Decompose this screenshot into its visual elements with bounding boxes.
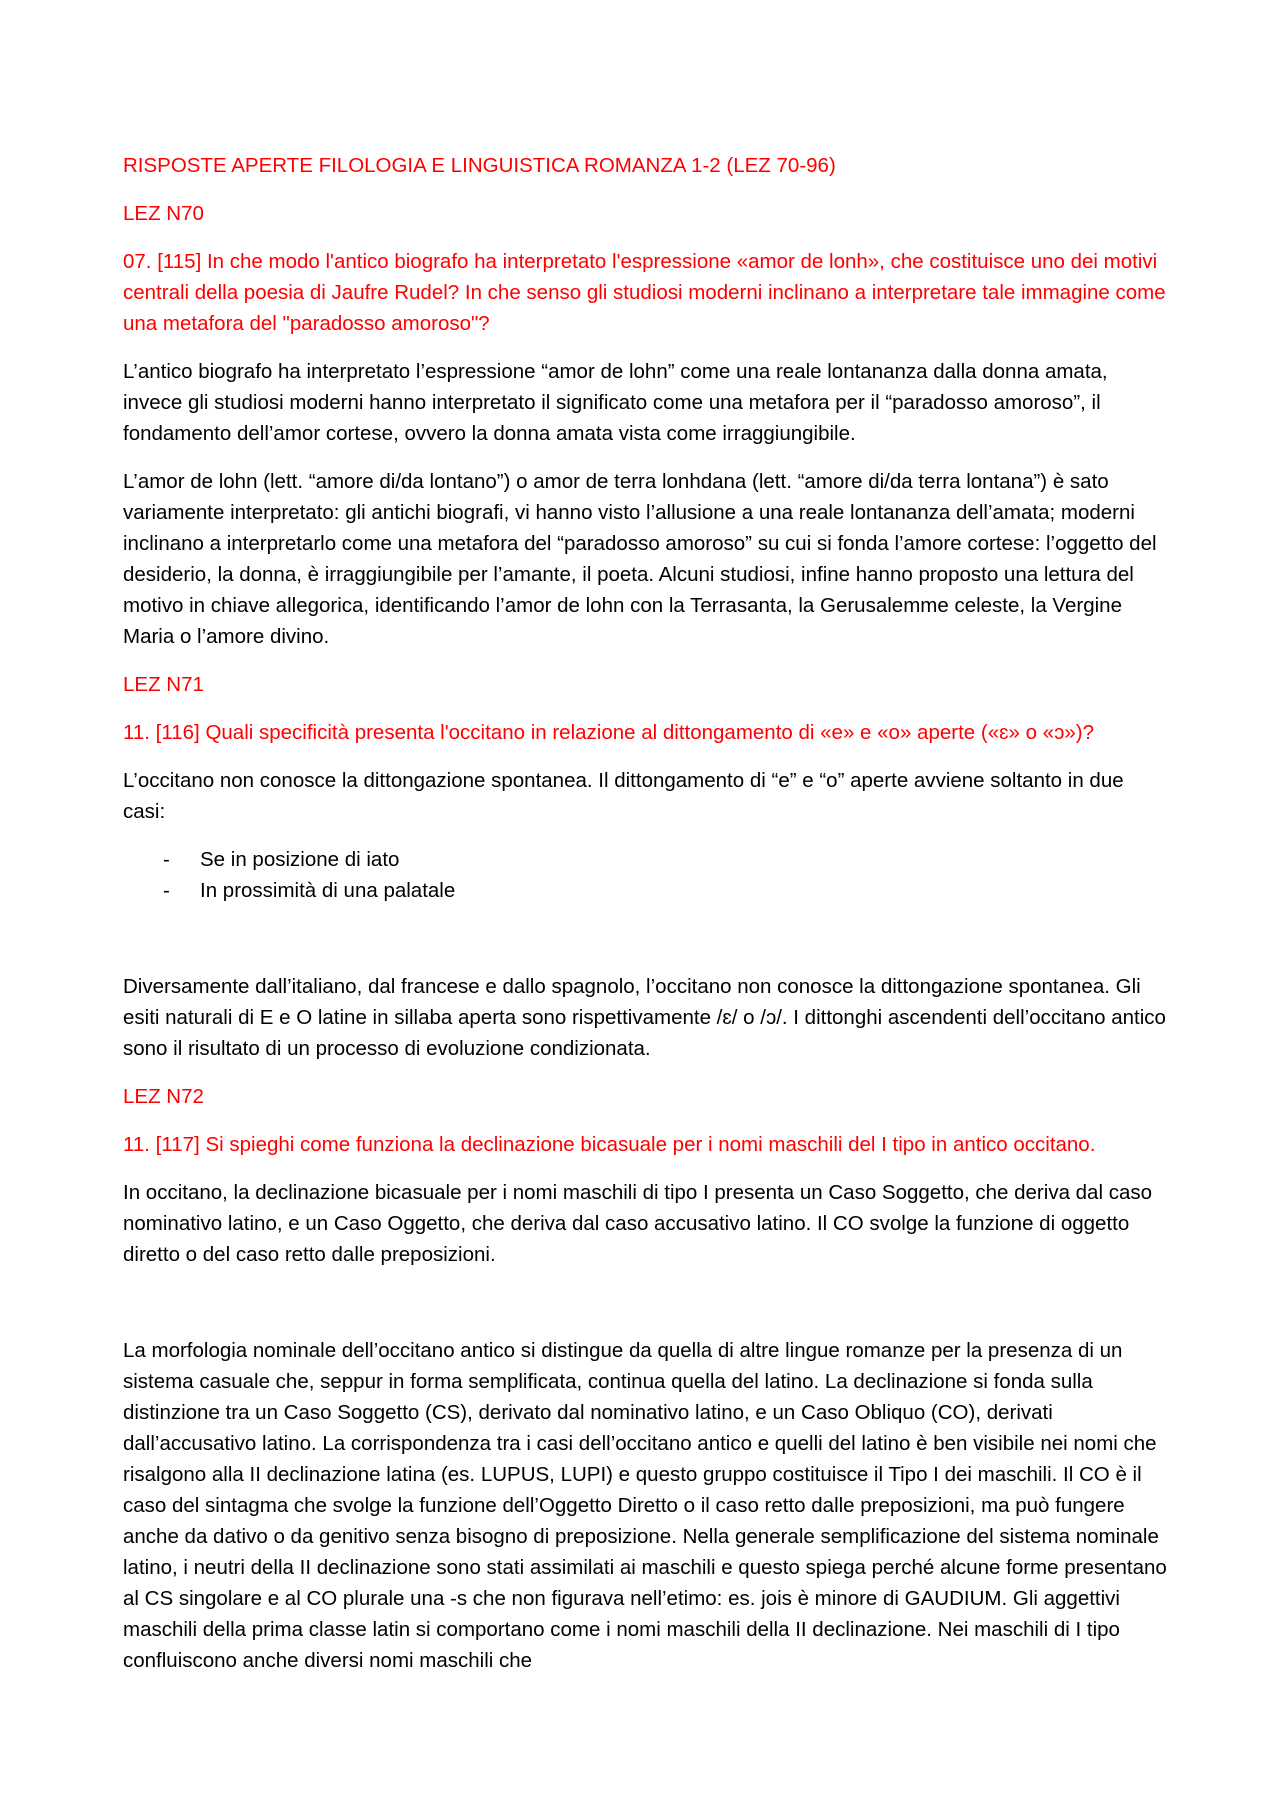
question-72: 11. [117] Si spieghi come funziona la declinazione bicasuale per i nomi maschili del I tipo in antico occitano. <box>123 1133 1096 1156</box>
question-70: 07. [115] In che modo l'antico biografo ha interpretato l'espressione «amor de lonh», che costituisce uno dei motivi centrali della poesia di Jaufre Rudel? In che senso gli studiosi moderni inclinano a interpretare tale immagine come una metafora del "paradosso amoroso"? <box>123 250 1166 335</box>
lesson-heading-70: LEZ N70 <box>123 202 204 225</box>
answer-70-long: L’amor de lohn (lett. “amore di/da lontano”) o amor de terra lonhdana (lett. “amore di/da terra lontana”) è sato variamente interpretato: gli antichi biografi, vi hanno visto l’allusione a una reale lontananza dell’amata; moderni inclinano a interpretarlo come una metafora del “paradosso amoroso” su cui si fonda l’amore cortese: l’oggetto del desiderio, la donna, è irraggiungibile per l’amante, il poeta. Alcuni studiosi, infine hanno proposto una lettura del motivo in chiave allegorica, identificando l’amor de lohn con la Terrasanta, la Gerusalemme celeste, la Vergine Maria o l’amore divino. <box>123 470 1157 648</box>
answer-71-long: Diversamente dall’italiano, dal francese e dallo spagnolo, l’occitano non conosce la dittongazione spontanea. Gli esiti naturali di E e O latine in sillaba aperta sono rispettivamente /ɛ/ o /ɔ/. I dittonghi ascendenti dell’occitano antico sono il risultato di un processo di evoluzione condizionata. <box>123 975 1166 1060</box>
answer-70-short: L’antico biografo ha interpretato l’espressione “amor de lohn” come una reale lontananza dalla donna amata, invece gli studiosi moderni hanno interpretato il significato come una metafora per il “paradosso amoroso”, il fondamento dell’amor cortese, ovvero la donna amata vista come irraggiungibile. <box>123 360 1108 445</box>
answer-72-long: La morfologia nominale dell’occitano antico si distingue da quella di altre lingue romanze per la presenza di un sistema casuale che, seppur in forma semplificata, continua quella del latino. La declinazione si fonda sulla distinzione tra un Caso Soggetto (CS), derivato dal nominativo latino, e un Caso Obliquo (CO), derivati dall’accusativo latino. La corrispondenza tra i casi dell’occitano antico e quelli del latino è ben visibile nei nomi che risalgono alla II declinazione latina (es. LUPUS, LUPI) e questo gruppo costituisce il Tipo I dei maschili. Il CO è il caso del sintagma che svolge la funzione dell’Oggetto Diretto o il caso retto dalle preposizioni, ma può fungere anche da dativo o da genitivo senza bisogno di preposizione. Nella generale semplificazione del sistema nominale latino, i neutri della II declinazione sono stati assimilati ai maschili e questo spiega perché alcune forme presentano al CS singolare e al CO plurale una -s che non figurava nell’etimo: es. jois è minore di GAUDIUM. Gli aggettivi maschili della prima classe latin si comportano come i nomi maschili della II declinazione. Nei maschili di I tipo confluiscono anche diversi nomi maschili che <box>123 1339 1167 1672</box>
answer-72-short: In occitano, la declinazione bicasuale per i nomi maschili di tipo I presenta un Caso Soggetto, che deriva dal caso nominativo latino, e un Caso Oggetto, che deriva dal caso accusativo latino. Il CO svolge la funzione di oggetto diretto o del caso retto dalle preposizioni. <box>123 1181 1153 1266</box>
list-item <box>123 844 1168 875</box>
dash-bullet: - <box>163 848 170 871</box>
lesson-heading-71: LEZ N71 <box>123 673 204 696</box>
document-page <box>123 150 1168 1676</box>
dittongamento-case-list <box>123 844 1168 906</box>
question-71: 11. [116] Quali specificità presenta l'occitano in relazione al dittongamento di «e» e «o» aperte («ɛ» o «ɔ»)? <box>123 721 1094 744</box>
document-title: RISPOSTE APERTE FILOLOGIA E LINGUISTICA ROMANZA 1-2 (LEZ 70-96) <box>123 154 836 177</box>
list-item <box>123 875 1168 906</box>
lesson-heading-72: LEZ N72 <box>123 1085 204 1108</box>
dash-bullet: - <box>163 879 170 902</box>
list-item-text: Se in posizione di iato <box>200 848 400 871</box>
list-item-text: In prossimità di una palatale <box>200 879 456 902</box>
answer-71-short: L’occitano non conosce la dittongazione spontanea. Il dittongamento di “e” e “o” aperte avviene soltanto in due casi: <box>123 769 1124 823</box>
blank-line <box>123 1270 1168 1335</box>
blank-line <box>123 906 1168 971</box>
